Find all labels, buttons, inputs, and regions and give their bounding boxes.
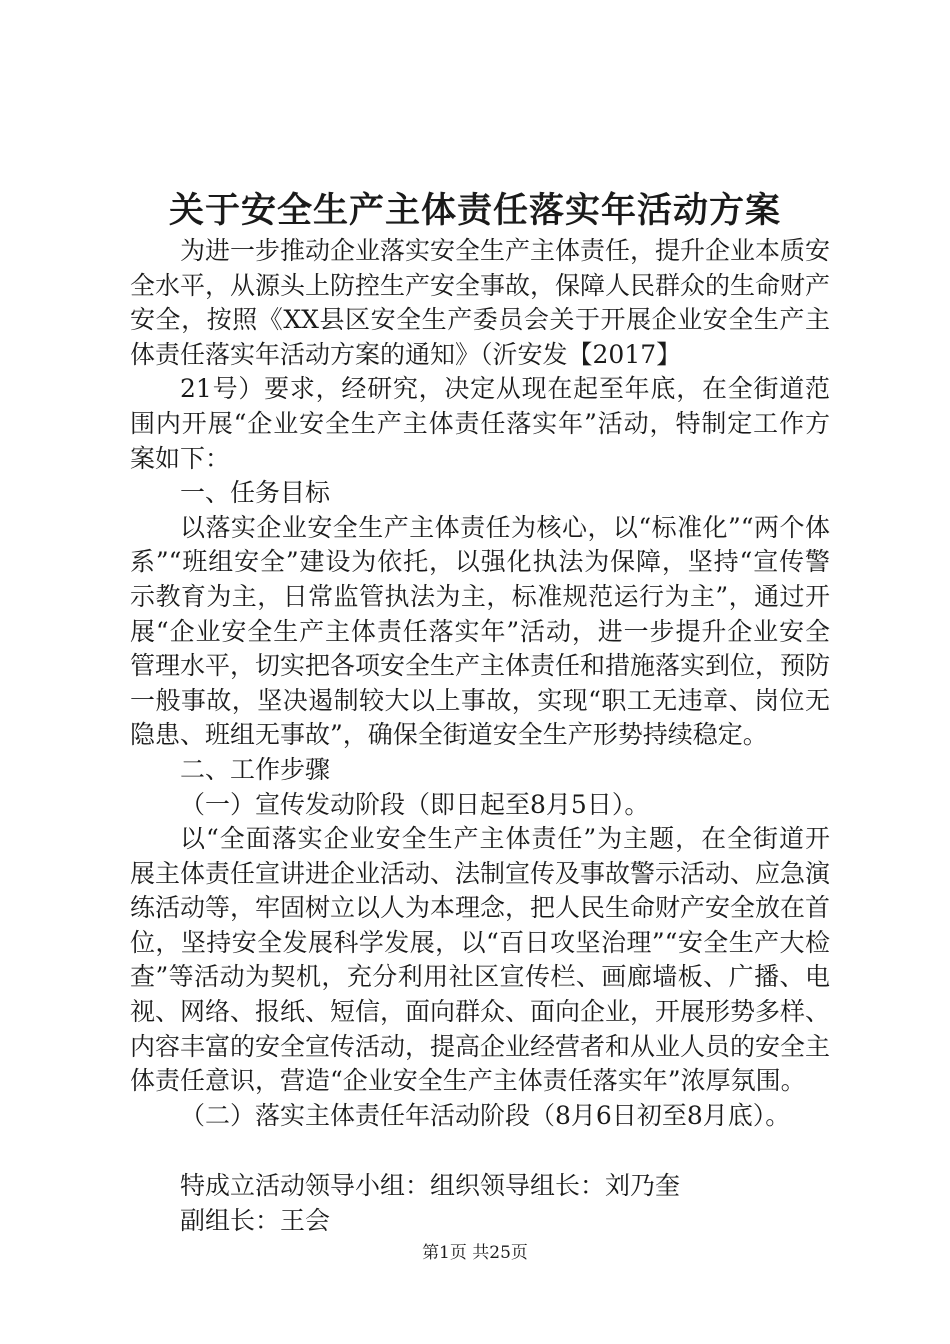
paragraph-deputy-leader: 副组长：王会 <box>180 1206 331 1236</box>
blank-spacer <box>130 1133 830 1169</box>
document-title: 关于安全生产主体责任落实年活动方案 <box>168 190 781 231</box>
document-body <box>130 234 830 1239</box>
section-heading-goals: 一、任务目标 <box>180 478 331 508</box>
paragraph-stage-one: 以“全面落实企业安全生产主体责任”为主题，在全街道开展主体责任宣讲进企业活动、法制宣传及事故警示活动、应急演练活动等，牢固树立以人为本理念，把人民生命财产安全放在首位，坚持安全发展科学发展，以“百日攻坚治理”“安全生产大检查”等活动为契机，充分利用社区宣传栏、画廊墙板、广播、电视、网络、报纸、短信，面向群众、面向企业，开展形势多样、内容丰富的安全宣传活动，提高企业经营者和从业人员的安全主体责任意识，营造“企业安全生产主体责任落实年”浓厚氛围。 <box>130 824 831 1096</box>
subheading-stage-two: （二）落实主体责任年活动阶段（8月6日初至8月底）。 <box>180 1100 791 1130</box>
paragraph-intro-continued: 21号）要求，经研究，决定从现在起至年底，在全街道范围内开展“企业安全生产主体责任落实年”活动，特制定工作方案如下： <box>130 374 830 473</box>
paragraph-leadership-group: 特成立活动领导小组：组织领导组长：刘乃奎 <box>180 1171 681 1201</box>
page-number-footer: 第1页 共25页 <box>422 1243 528 1263</box>
paragraph-goals: 以落实企业安全生产主体责任为核心，以“标准化”“两个体系”“班组安全”建设为依托，以强化执法为保障，坚持“宣传警示教育为主，日常监管执法为主，标准规范运行为主”，通过开展“企业安全生产主体责任落实年”活动，进一步提升企业安全管理水平，切实把各项安全生产主体责任和措施落实到位，预防一般事故，坚决遏制较大以上事故，实现“职工无违章、岗位无隐患、班组无事故”，确保全街道安全生产形势持续稳定。 <box>130 512 831 750</box>
section-heading-steps: 二、工作步骤 <box>180 754 331 784</box>
subheading-stage-one: （一）宣传发动阶段（即日起至8月5日）。 <box>180 789 650 819</box>
paragraph-intro: 为进一步推动企业落实安全生产主体责任，提升企业本质安全水平，从源头上防控生产安全事故，保障人民群众的生命财产安全，按照《XX县区安全生产委员会关于开展企业安全生产主体责任落实年活动方案的通知》（沂安发【2017】 <box>130 236 831 369</box>
